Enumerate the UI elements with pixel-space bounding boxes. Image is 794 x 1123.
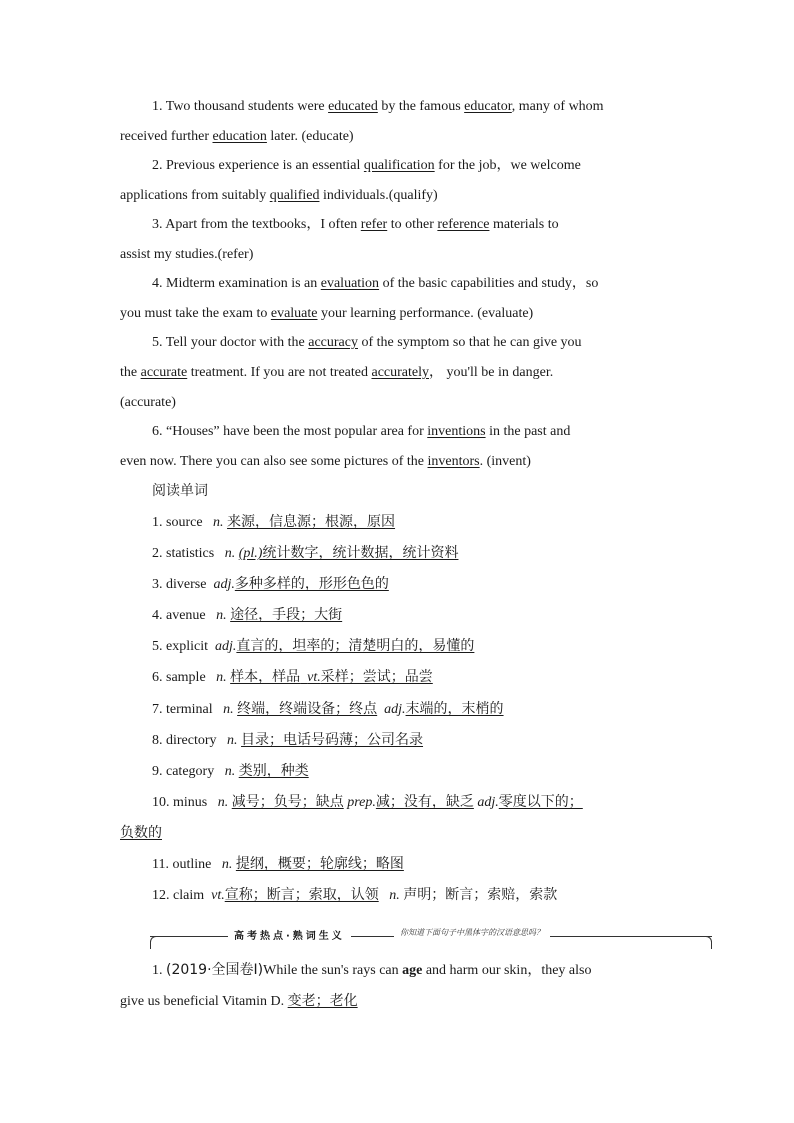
vocab-definition: 零度以下的； [498, 794, 583, 810]
part-of-speech: vt. [307, 670, 321, 685]
exercise-3-line-2 [120, 246, 253, 264]
vocab-word: minus [173, 795, 208, 810]
part-of-speech: n. [389, 888, 400, 903]
exercise-text: by the famous [381, 99, 461, 114]
part-of-speech: adj. [477, 795, 499, 810]
exercise-text: “Houses” have been the most popular area for [166, 424, 424, 439]
part-of-speech: n. [223, 702, 234, 717]
vocab-definition: 末端的，末梢的 [405, 701, 504, 717]
exercise-text: Tell your doctor with the [165, 335, 305, 350]
exercise-text: to other [390, 217, 434, 232]
exercise-number: 1. [152, 99, 163, 114]
hot-item-line-2 [120, 992, 358, 1011]
exercise-5-line-2 [120, 364, 553, 382]
vocab-definition: 声明；断言；索赔，索款 [403, 887, 558, 903]
exercise-number: 3. [152, 217, 163, 232]
part-of-speech: n. [217, 795, 229, 810]
exercise-5-line-3 [120, 394, 176, 412]
exercise-text: of the symptom so that he can give you [361, 335, 582, 350]
hot-text: While the sun's rays can [263, 963, 399, 978]
part-of-speech: vt. [211, 888, 225, 903]
vocab-item-5 [152, 637, 474, 656]
vocab-definition: 样本，样品 [230, 669, 301, 685]
vocab-item-10-continued [120, 824, 162, 843]
vocab-number: 10. [152, 795, 170, 810]
vocab-number: 8. [152, 733, 163, 748]
vocab-definition: 减；没有，缺乏 [375, 794, 474, 810]
part-of-speech: n. [227, 733, 238, 748]
vocab-item-9 [152, 762, 309, 781]
exercise-2-line-1 [152, 157, 581, 175]
vocab-definition: 多种多样的，形形色色的 [234, 576, 389, 592]
exercise-text: assist my studies.(refer) [120, 247, 254, 262]
answer-blank: inventors [427, 454, 480, 469]
vocab-item-2 [152, 544, 458, 563]
vocab-item-11 [152, 855, 404, 874]
hot-text: give us beneficial Vitamin D. [120, 994, 285, 1009]
vocab-number: 2. [152, 546, 163, 561]
hot-item-line-1 [152, 961, 591, 980]
vocab-definition: 直言的，坦率的；清楚明白的，易懂的 [236, 638, 475, 654]
vocab-definition: 目录；电话号码薄；公司名录 [241, 732, 424, 748]
part-of-speech: prep. [347, 795, 376, 810]
answer-blank: qualified [269, 188, 320, 203]
answer-blank: accurate [140, 365, 188, 380]
part-of-speech: adj. [213, 577, 235, 592]
exercise-6-line-1 [152, 423, 570, 441]
banner-subtitle: 你知道下面句子中黑体字的汉语意思吗？ [394, 927, 550, 938]
answer-blank: evaluate [270, 306, 318, 321]
exercise-text: applications from suitably [120, 188, 267, 203]
exercise-text: received further [120, 129, 209, 144]
part-of-speech: n. [216, 608, 227, 623]
vocab-word: terminal [166, 702, 213, 717]
exercise-6-line-2 [120, 453, 531, 471]
exercise-4-line-1 [152, 275, 598, 293]
part-of-speech: adj. [384, 702, 406, 717]
vocab-number: 9. [152, 764, 163, 779]
answer-blank: accuracy [308, 335, 358, 350]
exercise-text: the [120, 365, 138, 380]
exercise-text: even now. There you can also see some pictures of the [120, 454, 425, 469]
exercise-4-line-2 [120, 305, 533, 323]
vocab-word: claim [173, 888, 205, 903]
vocab-definition: 负数的 [120, 825, 162, 841]
answer-blank: inventions [427, 424, 486, 439]
exercise-number: 6. [152, 424, 163, 439]
vocab-item-8 [152, 731, 423, 750]
part-of-speech: n. [224, 546, 236, 561]
exercise-text: individuals.(qualify) [322, 188, 438, 203]
reading-heading: 阅读单词 [152, 483, 208, 499]
vocab-number: 6. [152, 670, 163, 685]
vocab-number: 11. [152, 857, 169, 872]
exercise-text: Apart from the textbooks，I often [165, 217, 358, 232]
vocab-item-4 [152, 606, 342, 625]
exercise-text: Previous experience is an essential [166, 158, 361, 173]
exercise-number: 2. [152, 158, 163, 173]
exercise-3-line-1 [152, 216, 559, 234]
vocab-number: 1. [152, 515, 163, 530]
exercise-text: ， you'll be in danger. [429, 365, 554, 380]
exercise-text: for the job，we welcome [438, 158, 581, 173]
vocab-word: category [166, 764, 215, 779]
vocab-definition: 宣称；断言；索取，认领 [224, 887, 379, 903]
banner-left-cap [150, 936, 157, 949]
vocab-word: sample [166, 670, 206, 685]
exercise-text: in the past and [489, 424, 571, 439]
vocab-note: (pl.) [238, 546, 263, 561]
exercise-text: materials to [492, 217, 559, 232]
hot-text: and harm our skin，they also [425, 963, 592, 978]
exercise-text: your learning performance. (evaluate) [321, 306, 534, 321]
exercise-text: Midterm examination is an [166, 276, 318, 291]
exercise-text: . (invent) [479, 454, 531, 469]
hot-bold-word: age [402, 963, 423, 978]
answer-blank: qualification [363, 158, 435, 173]
hot-number: 1. [152, 963, 163, 978]
exercise-number: 4. [152, 276, 163, 291]
answer-blank: accurately [371, 365, 429, 380]
hot-answer: 变老；老化 [287, 993, 358, 1009]
part-of-speech: n. [213, 515, 224, 530]
exercise-text: (accurate) [120, 395, 176, 410]
exercise-1-line-2 [120, 128, 354, 146]
part-of-speech: n. [221, 857, 233, 872]
exercise-text: , many of whom [511, 99, 604, 114]
vocab-word: source [166, 515, 203, 530]
vocab-word: directory [166, 733, 217, 748]
answer-blank: refer [360, 217, 388, 232]
vocab-number: 5. [152, 639, 163, 654]
vocab-definition: 途径，手段；大街 [230, 607, 343, 623]
vocab-number: 12. [152, 888, 170, 903]
answer-blank: evaluation [320, 276, 380, 291]
answer-blank: reference [437, 217, 490, 232]
banner-title: 高考热点·熟词生义 [228, 927, 351, 942]
vocab-word: avenue [166, 608, 206, 623]
vocab-number: 7. [152, 702, 163, 717]
vocab-word: statistics [166, 546, 215, 561]
vocab-definition: 提纲，概要；轮廓线；略图 [235, 856, 404, 872]
vocab-definition: 类别，种类 [238, 763, 309, 779]
vocab-definition: 减号；负号；缺点 [231, 794, 344, 810]
part-of-speech: n. [216, 670, 227, 685]
vocab-item-1 [152, 513, 395, 532]
vocab-definition: 来源，信息源；根源，原因 [227, 514, 396, 530]
vocab-number: 3. [152, 577, 163, 592]
answer-blank: educated [328, 99, 378, 114]
exercise-5-line-1 [152, 334, 582, 352]
exercise-number: 5. [152, 335, 163, 350]
section-banner [150, 924, 712, 950]
vocab-item-7 [152, 700, 504, 719]
part-of-speech: n. [224, 764, 236, 779]
exercise-text: you must take the exam to [120, 306, 268, 321]
answer-blank: educator [464, 99, 512, 114]
vocab-definition: 采样；尝试；品尝 [320, 669, 433, 685]
vocab-word: diverse [166, 577, 207, 592]
answer-blank: education [212, 129, 267, 144]
vocab-word: explicit [166, 639, 208, 654]
exercise-text: of the basic capabilities and study，so [382, 276, 599, 291]
vocab-item-12 [152, 886, 557, 905]
part-of-speech: adj. [215, 639, 237, 654]
exercise-2-line-2 [120, 187, 438, 205]
exercise-text: Two thousand students were [165, 99, 325, 114]
vocab-definition: 统计数字，统计数据，统计资料 [262, 545, 459, 561]
exercise-1-line-1 [152, 98, 604, 116]
banner-right-cap [705, 936, 712, 949]
vocab-number: 4. [152, 608, 163, 623]
exercise-text: treatment. If you are not treated [190, 365, 368, 380]
vocab-item-6 [152, 668, 433, 687]
exercise-text: later. (educate) [270, 129, 354, 144]
vocab-definition: 终端，终端设备；终点 [237, 701, 378, 717]
vocab-item-3 [152, 575, 389, 594]
vocab-item-10 [152, 793, 583, 812]
vocab-word: outline [172, 857, 212, 872]
hot-source: (2019·全国卷Ⅰ) [166, 962, 264, 978]
